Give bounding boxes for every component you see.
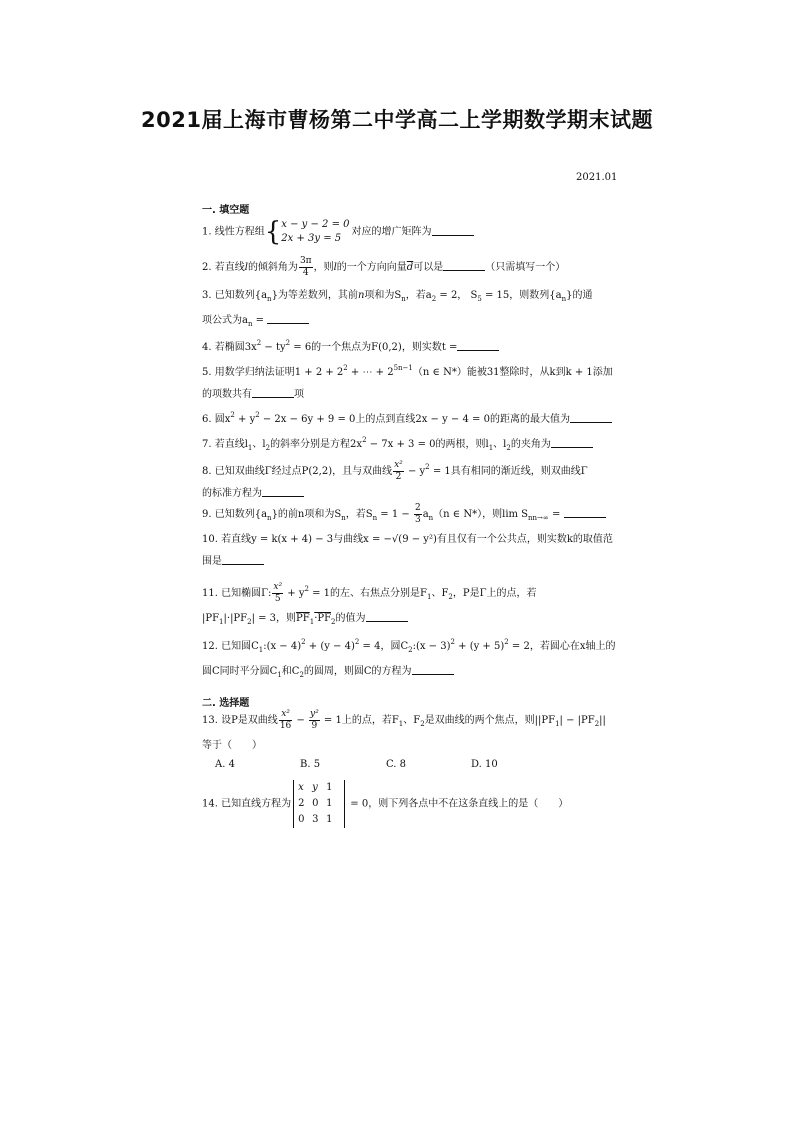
q5-text: 5. 用数学归纳法证明1 + 2 + 2 [202,367,344,378]
q8-text: 8. 已知双曲线Γ经过点P(2,2)，且与双曲线 [202,466,393,477]
question-7: 7. 若直线$l_1$、$l_2$的斜率分别是方程$2x^2 - 7x + 3 = 0$的两根，则$l_1$、$l_2$的夹角为 [202,429,610,459]
q12-text: = 4，圆C [359,641,409,652]
q3-text: = 2， S [436,290,478,301]
q12-text: 圆C同时平分圆C [202,666,278,677]
question-10 [202,529,613,573]
q11-vector: $\overline{PF}$ [296,613,310,624]
det-cell: 1 [326,782,333,793]
q4-text: = 6的一个焦点为F(0,2)，则实数t = [290,342,458,353]
question-3: 3. 已知数列$\{a_n\}$为等差数列，其前n项和为$S_n$，若$a_2 = 2$， $S_5 = 15$，则数列$\{a_n\}$的通 项公式为$a_n$ = [202,290,593,328]
q9-text: 9. 已知数列{a [202,509,268,520]
question-8: 8. 已知双曲线Γ经过点P(2,2)，且与双曲线 $\frac{\text{x²}}{2}$ − $y^2 = 1$具有相同的渐近线，则双曲线Γ 的标准方程为 [202,460,588,499]
denominator: 3 [414,515,421,525]
q11-text: 、F [431,588,449,599]
q12-text: :(x − 4) [263,641,302,652]
answer-blank[interactable] [262,486,304,497]
fraction [393,460,404,483]
q3-text: = [252,315,265,326]
question-12: 12. 已知圆$C_1:(x - 4)^2 + (y - 4)^2 = 4$，圆$C_2:(x - 3)^2 + (y + 5)^2 = 2$，若圆心在x轴上的 圆C同时平分圆$C_1$和$C_2$的圆周，则圆C的方程为 [202,638,616,679]
det-cell: 0 [312,798,319,809]
answer-blank[interactable] [564,507,606,518]
q9-text: = 1 − [377,509,413,520]
q3-text: }的通 [566,290,593,301]
q11-text: |PF [202,613,220,624]
q3-text: = 15，则数列{a [481,290,562,301]
denominator: 4 [302,268,309,278]
det-cell: 1 [326,814,333,825]
q11-text: |·|PF [223,613,248,624]
question-11: 11. 已知椭圆Γ: $\frac{\text{x²}}{5}$ + $y^2 = 1$的左、右焦点分别是$F_1$、$F_2$，P是Γ上的点，若 $|PF_1|\cdot|PF_2| = 3$，则$\overline{PF}_1\cdot PF_2$的值为 [202,582,537,626]
question-9: 9. 已知数列$\{a_n\}$的前n项和为$S_n$，若$S_n = 1$ − $\frac{2}{3}$ $a_n(n$ ∈ N*），则$\lim S_{nn\to\infty}$ = [202,503,610,529]
q11-text: | = 3，则 [251,613,297,624]
q11-vector: ·PF [314,613,332,624]
q11-text: 的值为 [335,613,366,624]
q4-text: 4. 若椭圆3x [202,342,257,353]
q5-text: 的项数共有 [202,389,252,400]
fraction [414,503,422,526]
q9-text: }的前n项和为S [271,509,342,520]
q7-text: 、l [493,439,507,450]
q12-text: + (y − 4) [305,641,355,652]
option-b[interactable]: B. 5 [300,759,321,770]
q2-text: 的一个方向向量 [336,262,407,273]
answer-blank[interactable] [432,225,474,236]
q3-text: 项和为S [364,290,402,301]
q3-text: 3. 已知数列{a [202,290,268,301]
document-date: 2021.01 [576,172,618,183]
q14-text: 14. 已知直线方程为 [202,798,292,810]
q2-vector: $\overline{d}$ [406,262,414,273]
q9-text: a [422,509,429,520]
answer-blank[interactable] [551,437,593,448]
question-4: 4. 若椭圆$3x^2 - ty^2 = 6$的一个焦点为F(0,2)，则实数t = [202,332,610,359]
q7-text: 、l [252,439,266,450]
fraction [299,256,313,279]
denominator: 9 [311,721,318,731]
document-title: 2021届上海市曹杨第二中学高二上学期数学期末试题 [141,108,653,132]
answer-blank[interactable] [366,611,408,622]
q13-text: 、F [403,715,421,726]
q10-text: 围是 [202,556,222,567]
brace-symbol: { [264,217,282,247]
section-fill-in: 一. 填空题 [202,205,250,216]
q6-text: 6. 圆x [202,414,231,425]
q13-text: 等于（ ） [202,740,262,751]
determinant [293,780,345,828]
q3-text: }为等差数列，其前 [271,290,358,301]
q9-limit: n→∞ [532,514,549,522]
q12-text: + (y + 5) [454,641,505,652]
q12-text: 12. 已知圆C [202,641,259,652]
q13-text: 13. 设P是双曲线 [202,715,278,726]
equation-system [281,218,349,246]
denominator: 5 [274,594,281,604]
q5-exponent: 5n−1 [393,364,413,372]
denominator: 2 [395,472,402,482]
q13-text: = 1上的点，若F [320,715,399,726]
fraction [272,582,283,605]
q13-text: || [599,715,606,726]
det-cell: 1 [326,798,333,809]
q5-text: 项 [294,389,304,400]
q8-text: = 1具有相同的渐近线，则双曲线Γ [429,466,588,477]
q7-text: 7. 若直线l [202,439,248,450]
question-14 [202,780,610,828]
q13-text: | − |PF [559,715,595,726]
answer-blank[interactable] [443,260,485,271]
numerator: x² [273,582,283,592]
det-cell: 3 [312,814,319,825]
det-cell: 0 [298,814,305,825]
q2-var: l [333,262,337,273]
q9-text: ，若S [345,509,373,520]
q2-text: 可以是 [413,262,444,273]
denominator: 16 [279,721,292,731]
q2-text: ，则 [313,262,334,273]
q11-text: ，P是Γ上的点，若 [452,588,537,599]
question-5: 5. 用数学归纳法证明$1 + 2 + 2^2$ + ⋯ + $2^{5n-1}(n$ ∈ N*）能被31整除时，从k到k + 1添加 的项数共有 项 [202,364,613,400]
q11-text: 11. 已知椭圆Γ: [202,588,272,599]
q9-text: （n ∈ N*），则lim S [433,509,529,520]
answer-blank[interactable] [252,387,294,398]
option-a[interactable]: A. 4 [215,759,235,770]
q6-text: + y [234,414,256,425]
answer-blank[interactable] [267,313,309,324]
q1-text: 1. 线性方程组 [202,226,265,238]
numerator: y² [310,709,319,719]
q11-text: = 1的左、右焦点分别是F [308,588,427,599]
q8-text: 的标准方程为 [202,488,262,499]
numerator: 2 [414,503,421,513]
q13-text: − [293,715,309,726]
q2-note: （只需填写一个） [485,262,566,273]
q3-var: n [357,290,365,301]
q6-text: − 2x − 6y + 9 = 0上的点到直线2x − y − 4 = 0的距离的最大值为 [259,414,570,425]
q2-text: 2. 若直线 [202,262,245,273]
q13-text: 是双曲线的两个焦点，则||PF [424,715,556,726]
q12-text: 和C [281,666,300,677]
fraction [279,709,292,732]
question-6: 6. 圆$x^2 + y^2 - 2x - 6y + 9 = 0$上的点到直线2x − y − 4 = 0的距离的最大值为 [202,404,610,431]
q4-text: − ty [261,342,286,353]
q5-text: （n ∈ N*）能被31整除时，从k到k + 1添加 [412,367,613,378]
question-2 [202,256,610,279]
q7-text: − 7x + 3 = 0的两根，则l [366,439,489,450]
q3-text: 项公式为a [202,315,248,326]
answer-blank[interactable] [457,340,499,351]
q2-text: 的倾斜角为 [247,262,298,273]
numerator: x² [394,460,403,470]
q1-post: 对应的增广矩阵为 [351,226,432,238]
section-multiple-choice: 二. 选择题 [202,698,250,709]
q1-eq2: 2x + 3y = 5 [281,233,342,244]
q10-text: 10. 若直线y = k(x + 4) − 3与曲线x = −√(9 − y²)有且仅有一个公共点，则实数k的取值范 [202,534,613,545]
question-1 [202,218,610,246]
q7-text: 的斜率分别是方程2x [270,439,363,450]
det-cell: x [298,782,304,793]
q7-text: 的夹角为 [510,439,551,450]
det-cell: 2 [298,798,305,809]
answer-blank[interactable] [222,554,264,565]
q5-text: + ⋯ + 2 [347,367,394,378]
q12-text: 的圆周，则圆C的方程为 [303,666,412,677]
fraction [309,709,320,732]
q12-text: :(x − 3) [412,641,451,652]
answer-blank[interactable] [570,412,612,423]
numerator: x² [279,709,292,721]
q3-text: ，若a [405,290,432,301]
question-13: 13. 设P是双曲线 $\frac{\text{x²}}{16}$ − $\frac{\text{y²}}{9}$ = 1上的点，若$F_1$、$F_2$是双曲线的两个焦点，则$||PF_1| - |PF_2||$ 等于（ ） [202,709,610,757]
q2-var: l [244,262,248,273]
q12-text: = 2，若圆心在x轴上的 [508,641,616,652]
q1-eq1: x − y − 2 = 0 [281,219,350,230]
q8-text: − y [404,466,426,477]
option-d[interactable]: D. 10 [471,759,498,770]
q14-text: = 0，则下列各点中不在这条直线上的是（ ） [347,798,569,810]
numerator: 3π [299,256,312,266]
option-c[interactable]: C. 8 [386,759,407,770]
q11-text: + y [284,588,305,599]
det-cell: y [312,782,318,793]
answer-blank[interactable] [412,664,454,675]
